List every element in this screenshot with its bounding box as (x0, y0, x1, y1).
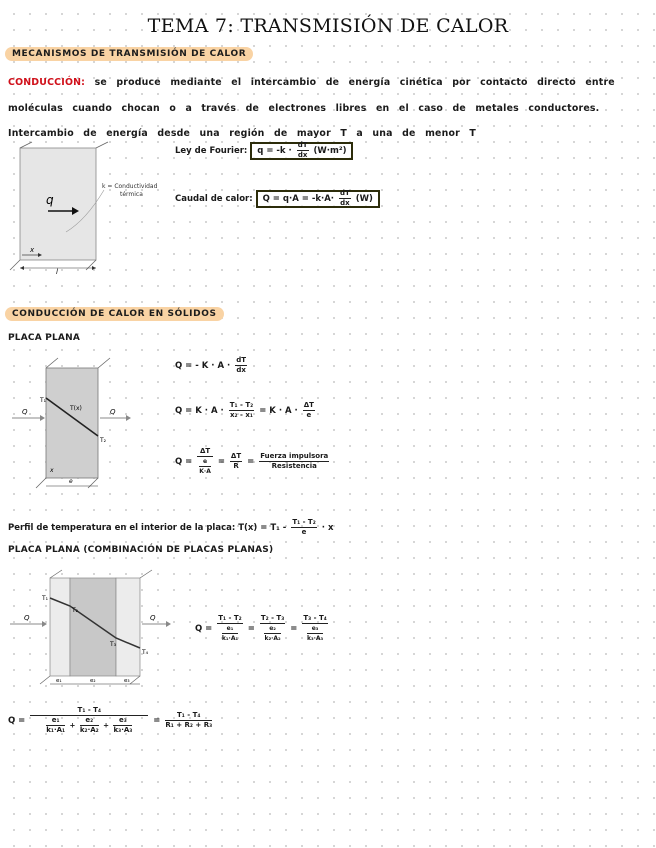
total-d3-den: k₃·A₃ (113, 726, 133, 734)
total-den (30, 716, 148, 735)
total-d2-den: k₂·A₂ (79, 726, 99, 734)
fig2-q-right: Q (110, 408, 116, 416)
composite-equation (195, 614, 330, 643)
eq2-fraction-2 (303, 401, 315, 420)
eq3-den (197, 457, 213, 476)
perfil-num: T₁ - T₂ (292, 518, 316, 526)
fourier-frac-den: dx (297, 151, 308, 159)
eq3-inner-num: e (199, 457, 211, 467)
perfil-lhs: T(x) = T₁ - (238, 523, 287, 533)
total-den-2: R₁ + R₂ + R₃ (165, 721, 213, 729)
placa-eq-2 (175, 401, 317, 420)
eq1-den: dx (236, 366, 246, 374)
fig1-k-label: k = Conductividad (102, 183, 158, 190)
perfil-label: Perfil de temperatura en el interior de la placa: (8, 523, 236, 533)
eq1-num: dT (236, 356, 247, 364)
total-fraction-2 (165, 711, 212, 730)
total-den-term-2 (80, 716, 99, 735)
fig1-x-label: x (30, 246, 35, 254)
fourier-lhs: q = -k · (257, 146, 292, 156)
composite-wall-diagram (8, 566, 178, 690)
fourier-unit: (W·m²) (313, 146, 347, 156)
term3-den (302, 624, 327, 643)
conduccion-label: CONDUCCIÓN: (8, 77, 86, 88)
composite-term-3 (302, 614, 327, 643)
term1-den (217, 624, 242, 643)
perfil-fraction (291, 518, 316, 537)
term2-num: T₂ - T₃ (260, 614, 285, 622)
eq1-lhs: Q = - K · A · (175, 361, 231, 371)
fig3-t2: T₂ (72, 607, 79, 614)
term1-inner-num: e₁ (222, 624, 238, 634)
total-d2-num: e₂ (80, 716, 99, 726)
total-num-2: T₁ - T₄ (165, 711, 212, 721)
fig2-x: x (50, 467, 54, 474)
eq3-lhs: Q = (175, 457, 193, 467)
fourier-frac-num: dT (297, 141, 308, 149)
fourier-fraction (297, 141, 309, 160)
total-den-term-3 (113, 716, 132, 735)
conduccion-text: se produce mediante el intercambio de energía cinética por contacto directo entre moléculas cuando chocan o a través de electrones libres en el caso de metales conductores. Intercambio de energía desde una región de mayor T a una de menor T (8, 77, 615, 139)
term3-inner-num: e₃ (307, 624, 323, 634)
perfil-temperatura (8, 518, 333, 537)
conduccion-paragraph (8, 70, 648, 147)
section-heading-mecanismos: MECANISMOS DE TRANSMISIÓN DE CALOR (5, 47, 253, 61)
caudal-equation-box (256, 190, 380, 208)
composite-eq-sign-2: = (290, 624, 298, 634)
section-heading-conduccion-solidos: CONDUCCIÓN DE CALOR EN SÓLIDOS (5, 307, 224, 321)
term1-inner-fraction (222, 624, 238, 643)
eq2-den: x₂ - x₁ (230, 411, 253, 419)
eq3-den-2: R (233, 462, 239, 470)
eq3-num: ΔT (197, 447, 213, 457)
eq3-num-2: ΔT (230, 452, 242, 460)
eq2-lhs: Q = K · A · (175, 406, 224, 416)
fig3-t4: T₄ (142, 649, 149, 656)
fig3-t1: T₁ (42, 595, 49, 602)
eq3-inner-fraction (199, 457, 211, 476)
total-fraction (30, 706, 148, 735)
plane-wall-diagram (8, 352, 148, 497)
total-lhs: Q = (8, 716, 26, 726)
fig3-e3: e₃ (124, 678, 130, 684)
eq3-eq: = (247, 457, 255, 467)
eq3-fraction-2 (230, 452, 242, 471)
term1-inner-den: k₁·A₁ (221, 635, 239, 642)
subheading-placa-plana: PLACA PLANA (8, 333, 80, 343)
term2-inner-fraction (264, 624, 280, 643)
fig2-t2: T₂ (100, 437, 107, 444)
page-title: TEMA 7: TRANSMISIÓN DE CALOR (147, 15, 509, 37)
total-plus-2: + (103, 721, 110, 730)
fig2-t1: T₁ (40, 397, 47, 404)
term2-inner-num: e₂ (264, 624, 280, 634)
eq3-inner-den: K·A (199, 468, 211, 475)
total-equation (8, 706, 214, 735)
fig3-e1: e₁ (56, 678, 62, 684)
caudal-lhs: Q = q·A = -k·A· (262, 194, 335, 204)
fourier-label: Ley de Fourier: (175, 146, 248, 156)
fig2-tx: T(x) (70, 405, 82, 412)
eq3-num-3: Fuerza impulsora (260, 452, 329, 460)
fig1-l-label: l (56, 268, 58, 275)
eq2-fraction-1 (229, 401, 254, 420)
perfil-den: e (301, 528, 307, 536)
placa-eq-1 (175, 356, 249, 375)
eq3-fraction-3 (259, 452, 329, 471)
fig2-q-left: Q (22, 408, 28, 416)
subheading-combinacion-placas: PLACA PLANA (COMBINACIÓN DE PLACAS PLANAS) (8, 545, 274, 555)
eq3-den-3: Resistencia (271, 462, 317, 470)
term1-num: T₁ - T₂ (218, 614, 242, 622)
placa-eq-3 (175, 447, 331, 476)
fourier-equation-box (250, 142, 353, 160)
term2-inner-den: k₂·A₂ (264, 635, 281, 642)
composite-lhs: Q = (195, 624, 213, 634)
total-d1-den: k₁·A₁ (46, 726, 66, 734)
conduction-slab-diagram (8, 140, 168, 275)
caudal-frac-num: dT (340, 189, 350, 197)
eq2-num: T₁ - T₂ (229, 401, 254, 409)
total-eq-sign: = (153, 716, 161, 726)
term2-den (260, 624, 285, 643)
caudal-unit: (W) (355, 194, 373, 204)
caudal-label: Caudal de calor: (175, 194, 253, 204)
caudal-fraction (339, 189, 351, 208)
total-num: T₁ - T₄ (30, 706, 148, 716)
total-plus-1: + (69, 721, 76, 730)
composite-eq-sign-1: = (247, 624, 255, 634)
fig1-q-label: q (46, 193, 54, 207)
term3-num: T₃ - T₄ (303, 614, 327, 622)
fig3-e2: e₂ (90, 678, 96, 684)
fourier-law (175, 141, 353, 160)
eq1-fraction (235, 356, 247, 375)
fig3-q-right: Q (150, 614, 156, 622)
caudal-frac-den: dx (340, 199, 350, 207)
composite-term-2 (260, 614, 285, 643)
eq2-den-2: e (306, 411, 312, 419)
eq3-fraction-1 (197, 447, 213, 476)
perfil-rhs: · x (321, 523, 334, 533)
total-den-term-1 (46, 716, 65, 735)
fig3-q-left: Q (24, 614, 30, 622)
eq2-num-2: ΔT (303, 401, 314, 409)
fig3-t3: T₃ (110, 641, 117, 648)
caudal-calor (175, 189, 380, 208)
fig1-k-label-2: térmica (120, 191, 143, 198)
composite-term-1 (217, 614, 242, 643)
fig2-e: e (69, 478, 73, 485)
term3-inner-den: k₃·A₃ (306, 635, 324, 642)
total-d1-num: e₁ (46, 716, 65, 726)
term3-inner-fraction (307, 624, 323, 643)
eq3-mid: = (217, 457, 225, 467)
total-d3-num: e₃ (113, 716, 132, 726)
eq2-mid: = K · A · (259, 406, 298, 416)
